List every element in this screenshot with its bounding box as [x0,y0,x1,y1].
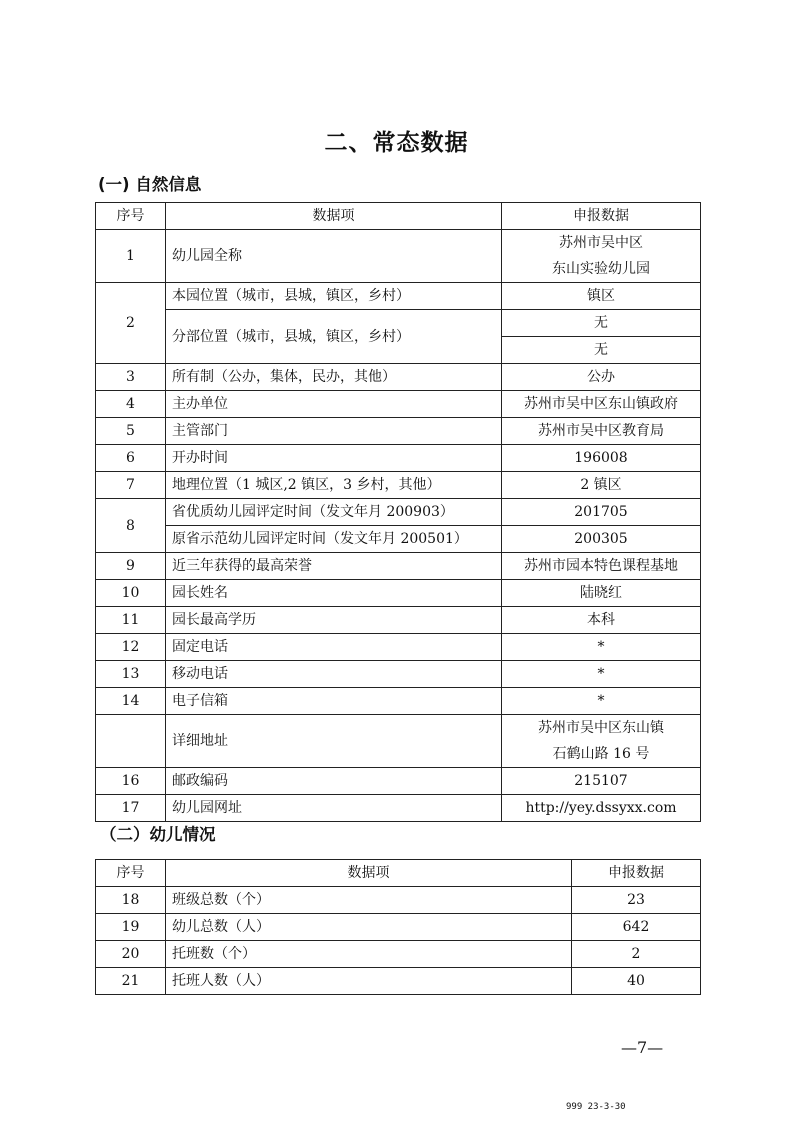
row-item: 开办时间 [166,445,502,472]
row-item: 电子信箱 [166,688,502,715]
section-heading-natural-info: (一) 自然信息 [98,175,202,194]
row-value: 2 镇区 [502,472,701,499]
row-no: 20 [96,941,166,968]
row-no: 18 [96,887,166,914]
row-value: 陆晓红 [502,580,701,607]
row-item: 幼儿园全称 [166,230,502,283]
row-value: 23 [572,887,701,914]
row-item: 园长姓名 [166,580,502,607]
row-item: 幼儿园网址 [166,795,502,822]
table-header-row [96,203,701,230]
header-no: 序号 [96,860,166,887]
row-value: 201705 [502,499,701,526]
table-row [96,526,701,553]
row-value: 642 [572,914,701,941]
table-row [96,364,701,391]
row-item: 所有制（公办，集体，民办，其他） [166,364,502,391]
row-no: 9 [96,553,166,580]
table-header-row [96,860,701,887]
row-value: 无 [502,337,701,364]
row-no [96,715,166,768]
value-line: 苏州市吴中区东山镇 [538,720,664,736]
page-number: —7— [621,1038,664,1057]
table-row [96,553,701,580]
header-no: 序号 [96,203,166,230]
row-value: 无 [502,310,701,337]
table-row [96,445,701,472]
row-value: * [502,661,701,688]
row-value: * [502,634,701,661]
row-item: 邮政编码 [166,768,502,795]
row-value: 本科 [502,607,701,634]
table-row [96,310,701,337]
row-item: 固定电话 [166,634,502,661]
row-no: 11 [96,607,166,634]
row-no: 19 [96,914,166,941]
row-value: 苏州市吴中区教育局 [502,418,701,445]
row-value: 镇区 [502,283,701,310]
row-value: 苏州市园本特色课程基地 [502,553,701,580]
table-row [96,472,701,499]
table-row [96,580,701,607]
row-no: 12 [96,634,166,661]
table-row [96,914,701,941]
print-stamp: 999 23-3-30 [566,1102,626,1112]
row-value [502,715,701,768]
table-row [96,968,701,995]
row-item: 托班数（个） [166,941,572,968]
table-row [96,391,701,418]
row-item: 原省示范幼儿园评定时间（发文年月 200501） [166,526,502,553]
page-title: 二、常态数据 [324,130,469,156]
header-value: 申报数据 [572,860,701,887]
row-no: 17 [96,795,166,822]
natural-info-table [95,202,701,822]
row-no: 14 [96,688,166,715]
header-value: 申报数据 [502,203,701,230]
table-row [96,283,701,310]
row-no: 13 [96,661,166,688]
row-value: 苏州市吴中区东山镇政府 [502,391,701,418]
row-value [502,230,701,283]
row-no: 16 [96,768,166,795]
row-no: 10 [96,580,166,607]
row-item: 详细地址 [166,715,502,768]
children-table [95,859,701,995]
row-item: 园长最高学历 [166,607,502,634]
row-item: 移动电话 [166,661,502,688]
row-value: 196008 [502,445,701,472]
table-row [96,661,701,688]
row-value: 40 [572,968,701,995]
value-line: 苏州市吴中区 [559,235,643,251]
table-row [96,230,701,283]
row-item: 分部位置（城市，县城，镇区，乡村） [166,310,502,364]
header-item: 数据项 [166,860,572,887]
row-item: 地理位置（1 城区,2 镇区，3 乡村，其他） [166,472,502,499]
row-no: 1 [96,230,166,283]
table-row [96,715,701,768]
row-no: 21 [96,968,166,995]
value-line: 石鹤山路 16 号 [552,746,650,762]
table-row [96,887,701,914]
row-value: * [502,688,701,715]
section-heading-children: （二）幼儿情况 [100,825,216,844]
row-item: 班级总数（个） [166,887,572,914]
row-item: 本园位置（城市，县城，镇区，乡村） [166,283,502,310]
row-item: 幼儿总数（人） [166,914,572,941]
row-item: 托班人数（人） [166,968,572,995]
row-value: 2 [572,941,701,968]
row-value: http://yey.dssyxx.com [502,795,701,822]
row-value: 215107 [502,768,701,795]
table-row [96,607,701,634]
row-item: 主管部门 [166,418,502,445]
table-row [96,634,701,661]
table-row [96,499,701,526]
table-row [96,768,701,795]
row-item: 近三年获得的最高荣誉 [166,553,502,580]
row-no: 3 [96,364,166,391]
row-value: 200305 [502,526,701,553]
row-item: 省优质幼儿园评定时间（发文年月 200903） [166,499,502,526]
row-no: 2 [96,283,166,364]
table-row [96,941,701,968]
row-no: 6 [96,445,166,472]
row-no: 8 [96,499,166,553]
table-row [96,795,701,822]
row-no: 7 [96,472,166,499]
value-line: 东山实验幼儿园 [552,261,650,277]
row-item: 主办单位 [166,391,502,418]
row-value: 公办 [502,364,701,391]
row-no: 4 [96,391,166,418]
table-row [96,418,701,445]
table-row [96,688,701,715]
row-no: 5 [96,418,166,445]
header-item: 数据项 [166,203,502,230]
